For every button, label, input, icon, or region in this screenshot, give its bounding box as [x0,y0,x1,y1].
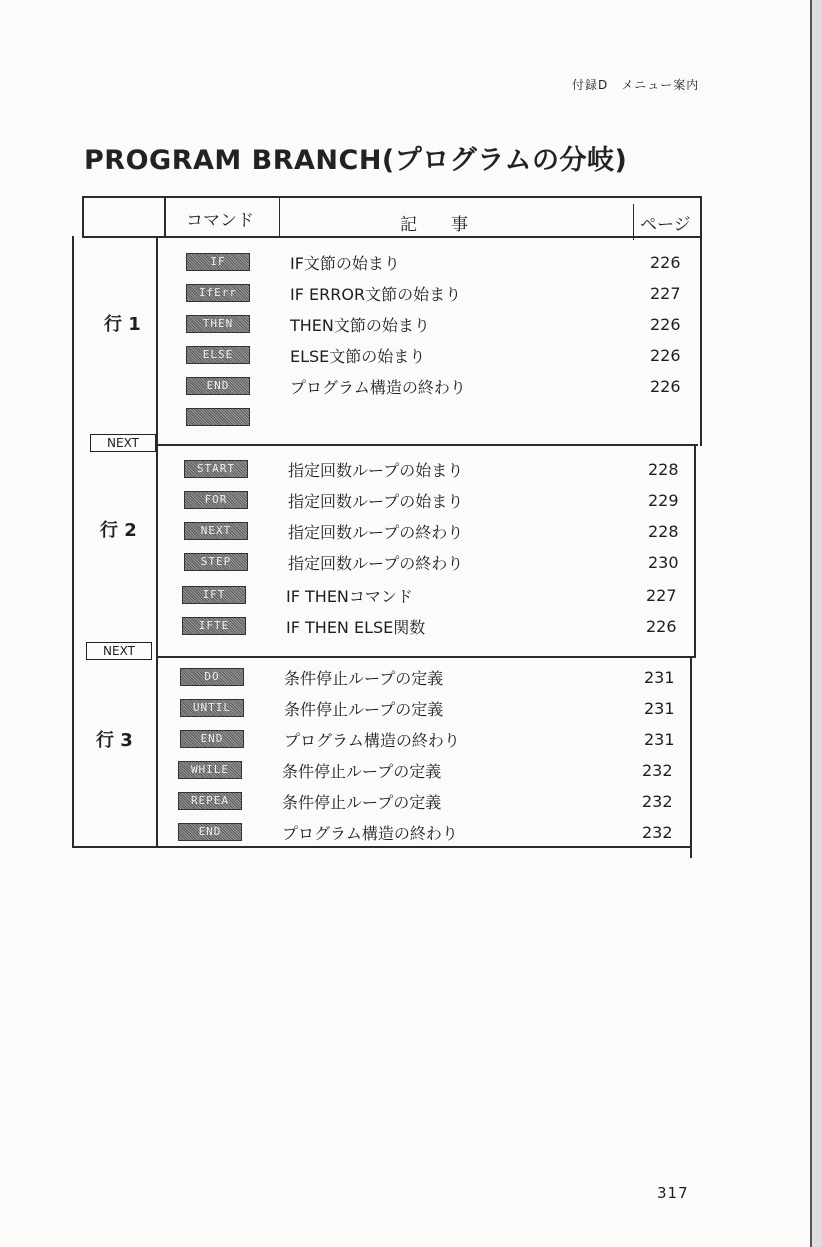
table-row [180,697,690,719]
menu-key-label: END [180,730,244,748]
menu-key-label: IF [186,253,250,271]
page-edge [810,0,822,1247]
menu-key-label: REPEA [178,792,242,810]
table-row [186,251,696,273]
entry-description: IF THEN ELSE関数 [286,618,426,637]
entry-description: ELSE文節の始まり [290,347,426,366]
column-header-article: 記 事 [400,215,468,235]
entry-page: 226 [650,377,681,396]
table-row [182,584,692,606]
menu-key-label: START [184,460,248,478]
entry-description: 指定回数ループの終わり [288,523,464,542]
page-number: 317 [657,1184,689,1202]
table-row [184,520,694,542]
table-row [184,551,694,573]
table-row [186,344,696,366]
table-row [186,282,696,304]
row-label-2: 行 2 [100,520,137,541]
table-row [178,790,688,812]
entry-description: IF THENコマンド [286,587,413,606]
table-row [182,615,692,637]
menu-key-label: WHILE [178,761,242,779]
entry-page: 226 [650,253,681,272]
column-header-command: コマンド [186,211,254,231]
entry-page: 232 [642,823,673,842]
table-row [180,728,690,750]
entry-page: 230 [648,553,679,572]
entry-description: 条件停止ループの定義 [282,793,442,812]
entry-description: プログラム構造の終わり [290,378,466,397]
entry-description: THEN文節の始まり [290,316,430,335]
entry-description: プログラム構造の終わり [284,731,460,750]
menu-key-label: END [186,377,250,395]
row-label-3: 行 3 [96,730,133,751]
menu-key-label: IFTE [182,617,246,635]
menu-key-label: FOR [184,491,248,509]
menu-key-label: NEXT [184,522,248,540]
entry-page: 228 [648,522,679,541]
table-row [178,821,688,843]
menu-key-label: DO [180,668,244,686]
menu-key-label: END [178,823,242,841]
table-row [186,406,696,428]
menu-key-label: ELSE [186,346,250,364]
next-key: NEXT [90,434,156,452]
entry-page: 226 [646,617,677,636]
table-row [178,759,688,781]
running-header: 付録D メニュー案内 [572,78,700,92]
table-row [184,458,694,480]
entry-description: IF文節の始まり [290,254,400,273]
menu-key-label: STEP [184,553,248,571]
entry-page: 231 [644,668,675,687]
menu-key-blank [186,408,250,426]
table-row [184,489,694,511]
row-label-1: 行 1 [104,314,141,335]
entry-description: 指定回数ループの始まり [288,461,464,480]
menu-key-label: IfErr [186,284,250,302]
entry-description: 条件停止ループの定義 [284,669,444,688]
entry-page: 231 [644,699,675,718]
table-row [186,313,696,335]
entry-page: 226 [650,315,681,334]
table-row [186,375,696,397]
entry-page: 227 [646,586,677,605]
menu-key-label: IFT [182,586,246,604]
entry-description: 指定回数ループの終わり [288,554,464,573]
entry-page: 232 [642,761,673,780]
entry-page: 229 [648,491,679,510]
entry-description: 条件停止ループの定義 [284,700,444,719]
entry-page: 231 [644,730,675,749]
entry-page: 228 [648,460,679,479]
entry-description: IF ERROR文節の始まり [290,285,462,304]
page-title: PROGRAM BRANCH(プログラムの分岐) [84,145,628,176]
entry-description: プログラム構造の終わり [282,824,458,843]
table-row [180,666,690,688]
entry-page: 227 [650,284,681,303]
menu-key-label: UNTIL [180,699,244,717]
entry-page: 232 [642,792,673,811]
entry-description: 条件停止ループの定義 [282,762,442,781]
entry-description: 指定回数ループの始まり [288,492,464,511]
column-header-page: ページ [640,215,691,235]
menu-key-label: THEN [186,315,250,333]
entry-page: 226 [650,346,681,365]
next-key: NEXT [86,642,152,660]
